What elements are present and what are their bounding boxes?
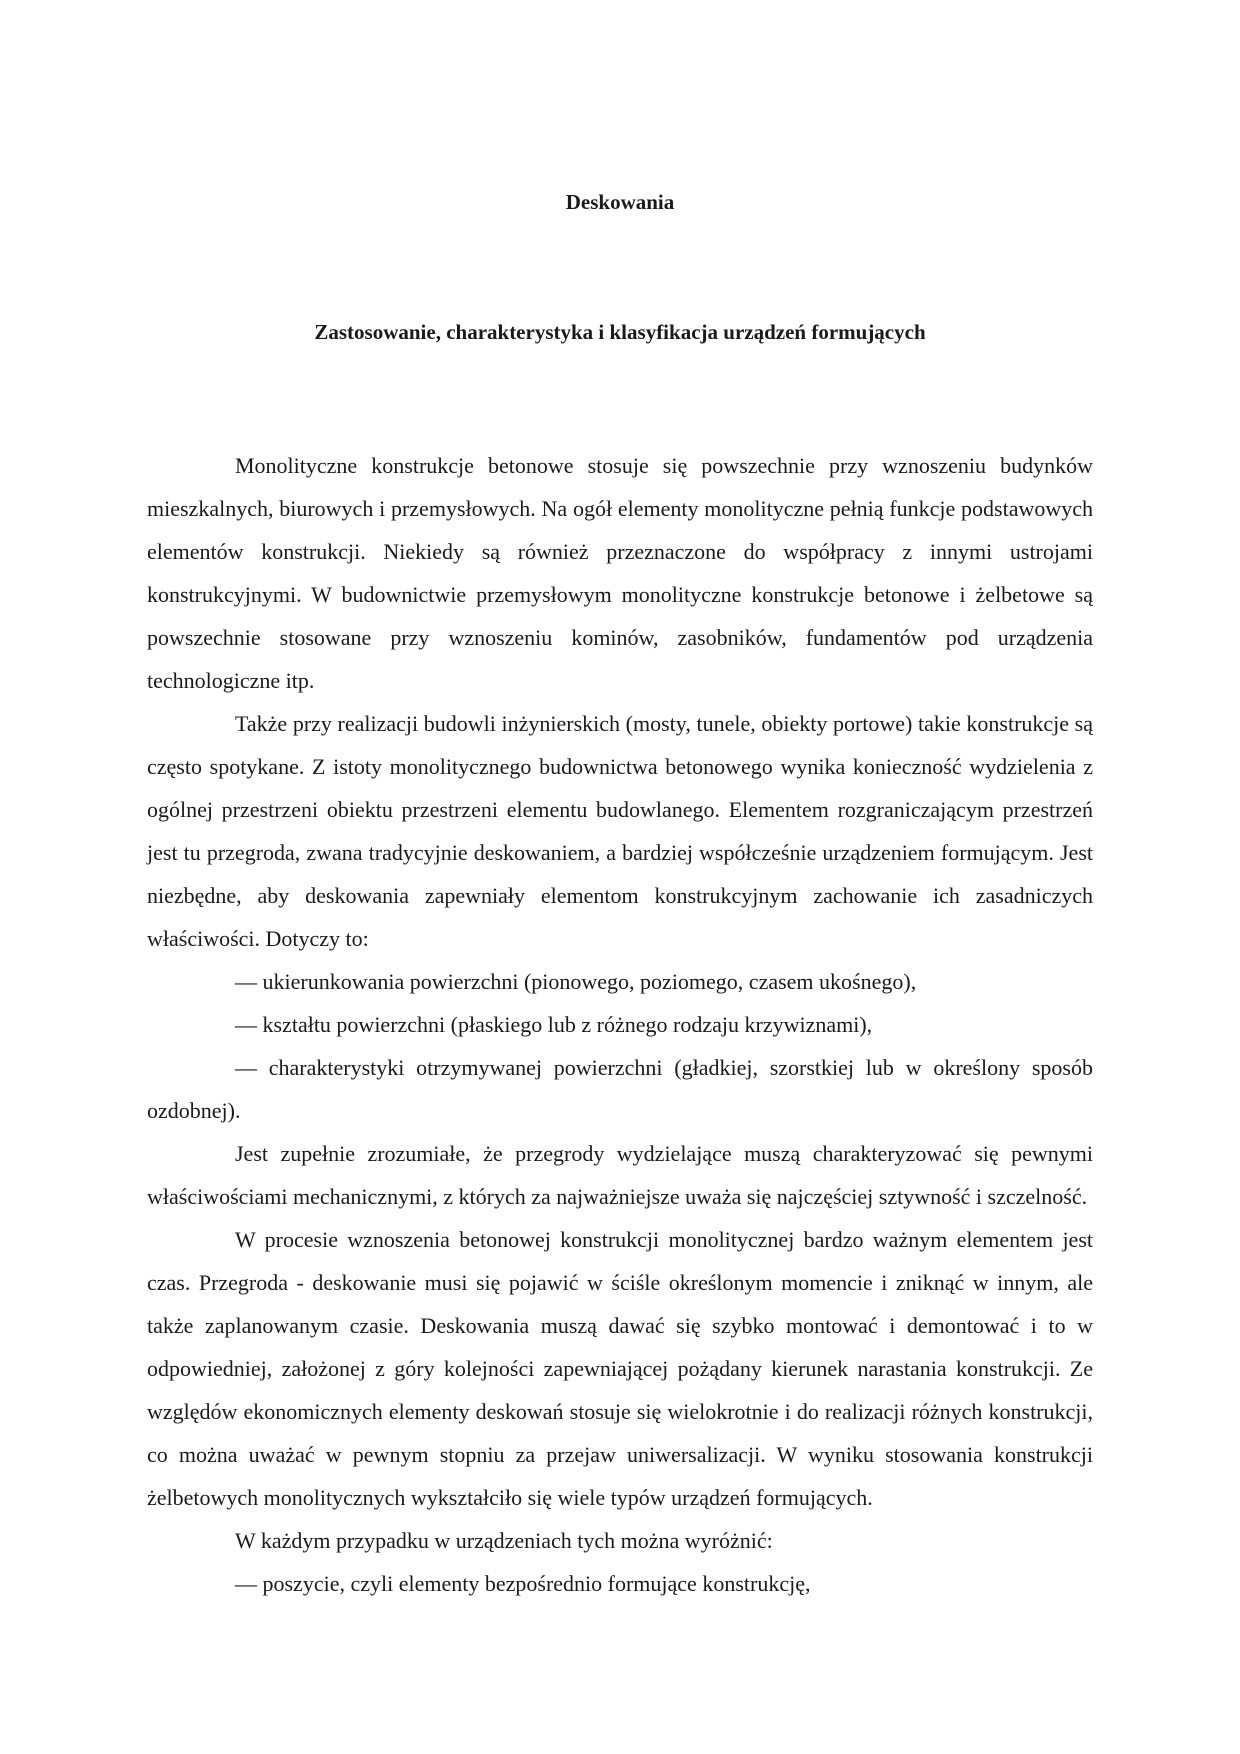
paragraph-5: W każdym przypadku w urządzeniach tych można wyróżnić:: [235, 1528, 773, 1553]
paragraph-2: Także przy realizacji budowli inżynierskich (mosty, tunele, obiekty portowe) takie konstrukcje są często spotykane. Z istoty monolitycznego budownictwa betonowego wynika konieczność wydzielenia z ogólnej przestrzeni obiektu przestrzeni elementu budowlanego. Elementem rozgraniczającym przestrzeń jest tu przegroda, zwana tradycyjnie deskowaniem, a bardziej współcześnie urządzeniem formującym. Jest niezbędne, aby deskowania zapewniały elementom konstrukcyjnym zachowanie ich zasadniczych właściwości. Dotyczy to:: [147, 711, 1093, 951]
document-subtitle: Zastosowanie, charakterystyka i klasyfikacja urządzeń formujących: [314, 320, 926, 344]
list-item-2: — kształtu powierzchni (płaskiego lub z różnego rodzaju krzywiznami),: [235, 1012, 873, 1037]
list-item-4: — poszycie, czyli elementy bezpośrednio formujące konstrukcję,: [235, 1571, 811, 1596]
paragraph-4: W procesie wznoszenia betonowej konstrukcji monolitycznej bardzo ważnym elementem jest czas. Przegroda - deskowanie musi się pojawić w ściśle określonym momencie i zniknąć w innym, ale także zaplanowanym czasie. Deskowania muszą dawać się szybko montować i demontować i to w odpowiedniej, założonej z góry kolejności zapewniającej pożądany kierunek narastania konstrukcji. Ze względów ekonomicznych elementy deskowań stosuje się wielokrotnie i do realizacji różnych konstrukcji, co można uważać w pewnym stopniu za przejaw uniwersalizacji. W wyniku stosowania konstrukcji żelbetowych monolitycznych wykształciło się wiele typów urządzeń formujących.: [147, 1227, 1093, 1510]
list-item-1: — ukierunkowania powierzchni (pionowego, poziomego, czasem ukośnego),: [235, 969, 917, 994]
list-item-3: — charakterystyki otrzymywanej powierzchni (gładkiej, szorstkiej lub w określony sposób ozdobnej).: [147, 1055, 1093, 1123]
document-title: Deskowania: [565, 190, 675, 214]
paragraph-1: Monolityczne konstrukcje betonowe stosuje się powszechnie przy wznoszeniu budynków mieszkalnych, biurowych i przemysłowych. Na ogół elementy monolityczne pełnią funkcje podstawowych elementów konstrukcji. Niekiedy są również przeznaczone do współpracy z innymi ustrojami konstrukcyjnymi. W budownictwie przemysłowym monolityczne konstrukcje betonowe i żelbetowe są powszechnie stosowane przy wznoszeniu kominów, zasobników, fundamentów pod urządzenia technologiczne itp.: [147, 453, 1093, 693]
paragraph-3: Jest zupełnie zrozumiałe, że przegrody wydzielające muszą charakteryzować się pewnymi właściwościami mechanicznymi, z których za najważniejsze uważa się najczęściej sztywność i szczelność.: [147, 1141, 1093, 1209]
document-body: [147, 444, 1093, 1605]
